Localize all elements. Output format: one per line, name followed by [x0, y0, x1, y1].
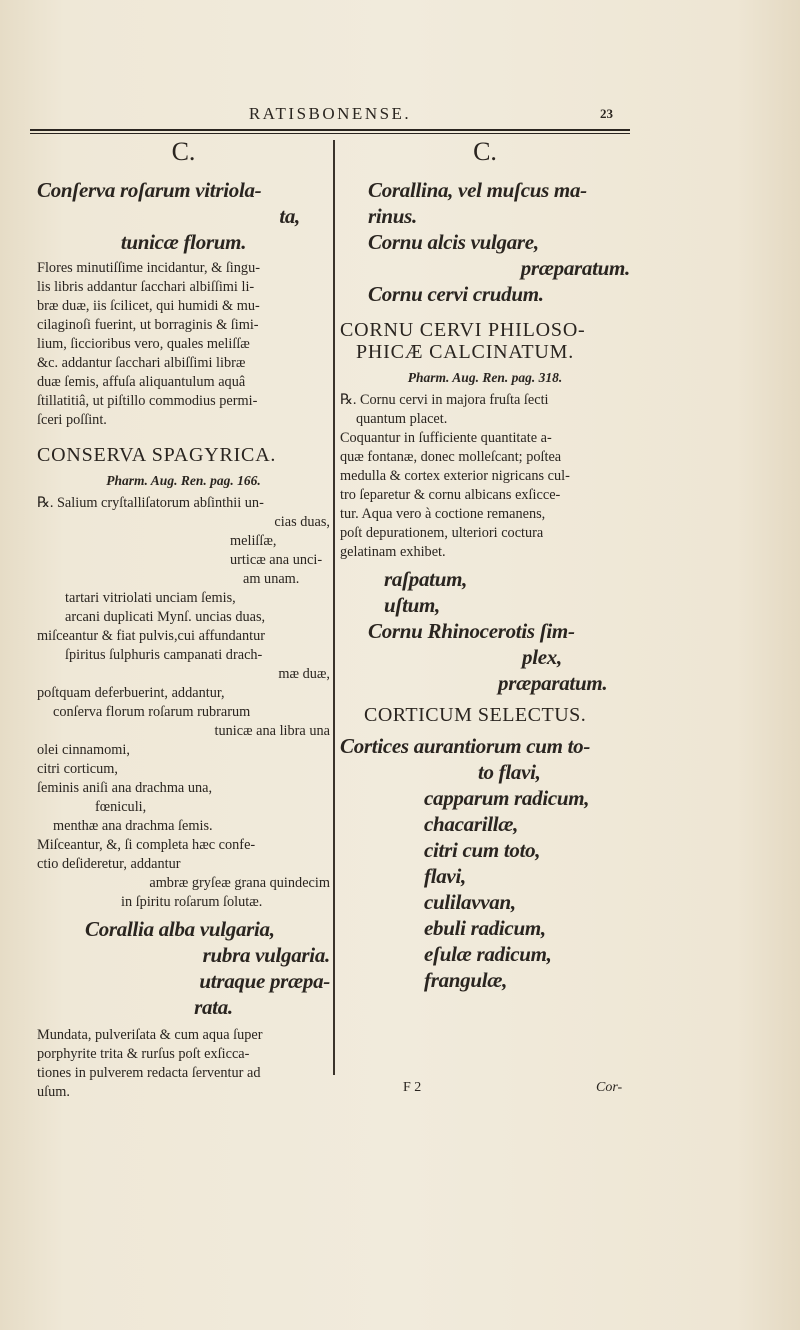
recipe-conserva-spagyrica — [37, 494, 330, 912]
heading-line: raſpatum, — [384, 567, 468, 591]
text-line: ſeminis aniſi ana drachma una, — [37, 780, 213, 796]
text-line: ſtillatitiâ, ut piſtillo commodius permi- — [37, 393, 258, 409]
text-line: Coquantur in ſufficiente quantitate a- — [340, 430, 552, 446]
column-divider — [333, 140, 335, 1075]
right-column — [340, 135, 630, 993]
list-item: flavi, — [424, 864, 466, 888]
heading-line: præparatum. — [498, 671, 608, 695]
text-line: bræ duæ, iis ſcilicet, qui humidi & mu- — [37, 298, 260, 314]
text-line: ambræ gryſeæ grana quindecim — [149, 875, 330, 891]
text-line: tiones in pulverem redacta ſerventur ad — [37, 1065, 261, 1081]
text-line: conſerva florum roſarum rubrarum — [53, 704, 251, 720]
text-line: quantum placet. — [356, 411, 448, 427]
list-item: Cortices aurantiorum cum to- — [340, 734, 591, 758]
heading-conserva-rosarum-2: ta, — [279, 204, 300, 228]
list-item: ebuli radicum, — [424, 916, 546, 940]
text-line: poſtquam deferbuerint, addantur, — [37, 685, 225, 701]
text-line: cilaginoſi fuerint, ut borraginis & ſimi- — [37, 317, 259, 333]
text-line: ſpiritus ſulphuris campanati drach- — [65, 647, 263, 663]
text-line: lium, ſiccioribus vero, quales meliſſæ — [37, 336, 250, 352]
heading-raspatum-group — [340, 566, 630, 696]
text-line: miſceantur & fiat pulvis,cui affundantur — [37, 628, 266, 644]
text-line: Mundata, pulveriſata & cum aqua ſuper — [37, 1027, 263, 1043]
heading-line: rata. — [194, 995, 233, 1019]
text-line: duæ ſemis, affuſa aliquantulum aquâ — [37, 374, 246, 390]
text-line: tur. Aqua vero à coctione remanens, — [340, 506, 546, 522]
text-line: ℞. Cornu cervi in majora fruſta ſecti — [340, 392, 549, 408]
text-line: poſt depurationem, ulteriori coctura — [340, 525, 544, 541]
heading-cornu-alcis-2: præparatum. — [520, 256, 630, 280]
heading-line: plex, — [522, 645, 562, 669]
section-letter-right: C. — [473, 137, 497, 166]
heading-conserva-spagyrica: CONSERVA SPAGYRICA. — [37, 444, 277, 466]
heading-corallina-2: rinus. — [368, 204, 417, 228]
paragraph-mundata — [37, 1026, 330, 1102]
heading-corallia — [37, 916, 330, 1020]
running-title: RATISBONENSE. — [248, 104, 412, 123]
list-item: to flavi, — [478, 760, 541, 784]
heading-cornu-cervi-philosophice-2: PHICÆ CALCINATUM. — [356, 341, 575, 363]
text-line: olei cinnamomi, — [37, 742, 130, 758]
text-line: mæ duæ, — [278, 666, 330, 682]
page-number: 23 — [600, 106, 613, 121]
text-line: fœniculi, — [95, 799, 147, 815]
text-line: ℞. Salium cryſtalliſatorum abſinthii un- — [37, 495, 264, 511]
reference-pharm-166: Pharm. Aug. Ren. pag. 166. — [106, 473, 261, 488]
list-item: eſulæ radicum, — [424, 942, 552, 966]
left-column — [37, 135, 330, 1102]
text-line: ſceri poſſint. — [37, 412, 107, 428]
signature-mark: F 2 — [403, 1080, 422, 1095]
header-rule — [30, 129, 630, 131]
text-line: medulla & cortex exterior nigricans cul- — [340, 468, 570, 484]
text-line: lis libris addantur ſacchari albiſſimi li- — [37, 279, 255, 295]
text-line: tunicæ ana libra una — [214, 723, 330, 739]
text-line: Miſceantur, &, ſi completa hæc confe- — [37, 837, 256, 853]
text-line: tro ſeparetur & cornu albicans exſicce- — [340, 487, 561, 503]
heading-conserva-rosarum-3: tunicæ florum. — [120, 230, 247, 254]
text-line: cias duas, — [274, 514, 330, 530]
heading-corallina: Corallina, vel muſcus ma- — [368, 178, 587, 202]
section-letter-left: C. — [171, 137, 196, 166]
heading-corticum-selectus: CORTICUM SELECTUS. — [364, 706, 587, 725]
text-line: urticæ ana unci- — [230, 552, 323, 568]
list-item: capparum radicum, — [424, 786, 590, 810]
text-line: uſum. — [37, 1084, 70, 1100]
heading-line: utraque præpa- — [199, 969, 330, 993]
text-line: arcani duplicati Mynſ. uncias duas, — [65, 609, 266, 625]
heading-cornu-cervi: Cornu cervi crudum. — [368, 282, 544, 306]
paragraph-cornu-cervi — [340, 391, 630, 562]
list-item: frangulæ, — [424, 968, 508, 992]
text-line: tartari vitriolati unciam ſemis, — [65, 590, 236, 606]
paragraph-flores — [37, 259, 330, 430]
heading-line: Corallia alba vulgaria, — [85, 917, 275, 941]
heading-line: uſtum, — [384, 593, 440, 617]
list-item: citri cum toto, — [424, 838, 541, 862]
heading-conserva-rosarum: Conſerva roſarum vitriola- — [37, 178, 262, 202]
text-line: quæ fontanæ, donec molleſcant; poſtea — [340, 449, 562, 465]
text-line: &c. addantur ſacchari albiſſimi libræ — [37, 355, 246, 371]
text-line: menthæ ana drachma ſemis. — [53, 818, 213, 834]
heading-line: Cornu Rhinocerotis ſim- — [368, 619, 575, 643]
text-line: Flores minutiſſime incidantur, & ſingu- — [37, 260, 260, 276]
heading-cornu-cervi-philosophice: CORNU CERVI PHILOSO- — [340, 319, 586, 341]
header-rule-thin — [30, 133, 630, 134]
list-item: chacarillæ, — [424, 812, 519, 836]
reference-pharm-318: Pharm. Aug. Ren. pag. 318. — [407, 370, 563, 385]
heading-cornu-alcis: Cornu alcis vulgare, — [368, 230, 539, 254]
text-line: ctio deſideretur, addantur — [37, 856, 181, 872]
heading-line: rubra vulgaria. — [202, 943, 330, 967]
text-line: meliſſæ, — [230, 533, 277, 549]
text-line: am unam. — [243, 571, 300, 587]
list-cortices — [340, 733, 630, 993]
list-item: culilavvan, — [424, 890, 516, 914]
text-line: gelatinam exhibet. — [340, 544, 446, 560]
text-line: citri corticum, — [37, 761, 118, 777]
text-line: porphyrite trita & rurſus poſt exſicca- — [37, 1046, 250, 1062]
catchword: Cor- — [596, 1080, 623, 1095]
text-line: in ſpiritu roſarum ſolutæ. — [121, 894, 263, 910]
